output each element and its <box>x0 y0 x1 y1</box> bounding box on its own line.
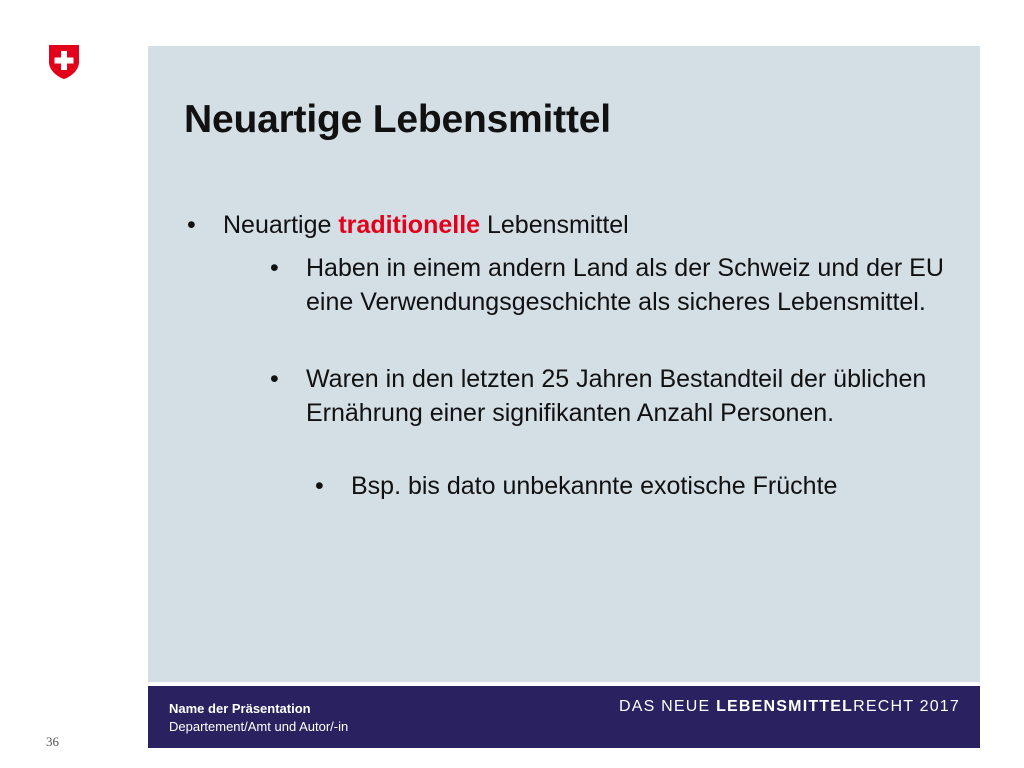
department-author: Departement/Amt und Autor/-in <box>169 719 349 734</box>
bullet-marker: • <box>187 211 196 239</box>
brand-prefix: DAS NEUE <box>619 698 717 715</box>
bullet-text-suffix: Lebensmittel <box>480 211 629 239</box>
bullet-level2-history <box>270 251 956 319</box>
brand-tagline <box>619 698 960 716</box>
content-panel <box>148 46 980 682</box>
bullet-marker: • <box>270 365 279 393</box>
bullet-marker: • <box>270 254 279 282</box>
bullet-level3-example <box>315 469 951 503</box>
bullet-text: Bsp. bis dato unbekannte exotische Früchte <box>351 472 838 500</box>
bullet-list <box>148 46 980 682</box>
bullet-highlight: traditionelle <box>338 211 481 239</box>
brand-bold: LEBENSMITTEL <box>716 698 854 715</box>
bullet-text: Waren in den letzten 25 Jahren Bestandteil der üblichen Ernährung einer signifikanten Anzahl Personen. <box>306 365 927 427</box>
page-number: 36 <box>46 734 59 749</box>
presentation-name: Name der Präsentation <box>169 701 311 716</box>
footer-bar <box>148 686 980 748</box>
bullet-marker: • <box>315 472 324 500</box>
bullet-level1 <box>187 208 943 242</box>
bullet-text: Haben in einem andern Land als der Schweiz und der EU eine Verwendungsgeschichte als sicheres Lebensmittel. <box>306 254 944 316</box>
bullet-text-prefix: Neuartige <box>223 211 339 239</box>
slide-title: Neuartige Lebensmittel <box>184 98 611 141</box>
brand-suffix: RECHT 2017 <box>853 698 960 715</box>
bullet-level2-consumption <box>270 362 956 430</box>
swiss-shield-icon <box>48 44 80 80</box>
